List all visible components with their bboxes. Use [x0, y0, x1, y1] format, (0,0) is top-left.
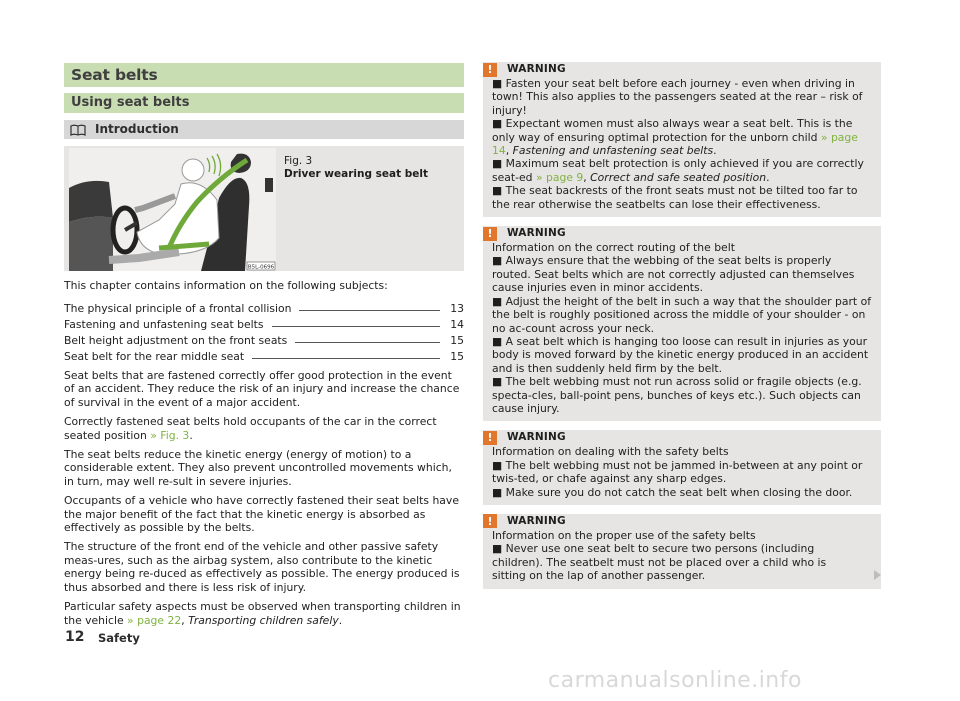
figure-code: B5L-0696 [247, 264, 275, 271]
toc-item-page: 13 [450, 302, 464, 315]
figure-caption [284, 155, 428, 181]
paragraph-text: . [338, 613, 343, 627]
warning-box [483, 514, 881, 589]
warning-label: WARNING [507, 431, 566, 444]
warning-header [483, 430, 872, 445]
toc-leader [252, 357, 440, 359]
warning-item: ■ Adjust the height of the belt in such a way that the shoulder part of the belt is roughly positioned across the middle of your shoulder - on no ac-count across your neck. [492, 294, 872, 335]
body-paragraph [64, 600, 464, 627]
cross-reference-title: Fastening and unfastening seat belts [512, 144, 714, 158]
warning-box [483, 62, 881, 217]
subsection-heading-text: Introduction [95, 122, 179, 136]
toc-item[interactable] [64, 299, 464, 315]
warning-body [492, 445, 872, 499]
warning-header [483, 514, 859, 529]
warning-text: , [505, 144, 513, 158]
warning-intro: Information on the proper use of the safety belts [492, 528, 756, 542]
warning-icon: ! [483, 431, 497, 445]
warning-intro: Information on dealing with the safety belts [492, 445, 729, 459]
warning-item: ■ Fasten your seat belt before each journey - even when driving in town! This also applies to the passengers seated at the rear – risk of injury! [492, 77, 863, 117]
toc-item[interactable] [64, 347, 464, 363]
warning-item [492, 117, 872, 157]
right-column [483, 62, 881, 598]
subsection-heading [64, 120, 464, 139]
body-paragraph: The structure of the front end of the vehicle and other passive safety meas-ures, such as the airbag system, also contribute to the kinetic energy being re-duced as effectively as possible. The energy produced is thus absorbed and there is less risk of injury. [64, 540, 460, 594]
toc-item-title: Fastening and unfastening seat belts [64, 318, 264, 331]
warning-header [483, 226, 872, 241]
figure-number: Fig. 3 [284, 155, 313, 167]
body-paragraph: The seat belts reduce the kinetic energy (energy of motion) to a considerable extent. They also prevent uncontrolled movements which, in turn, may well re-sult in severe injuries. [64, 448, 452, 488]
warning-body [492, 529, 859, 583]
paragraph-text: . [189, 428, 193, 442]
toc-item-title: The physical principle of a frontal collision [64, 302, 292, 315]
toc-item-page: 15 [450, 334, 464, 347]
footer-section: Safety [98, 631, 140, 645]
warning-body [492, 77, 872, 211]
warning-text: ■ Expectant women must also always wear a seat belt. This is the only way of ensuring optimal protection for the unborn child [492, 117, 853, 144]
book-icon [70, 124, 86, 136]
paragraph-text: Particular safety aspects must be observed when transporting children in the vehicle [64, 600, 461, 627]
warning-label: WARNING [507, 226, 566, 239]
figure-title: Driver wearing seat belt [284, 168, 429, 180]
warning-icon: ! [483, 227, 497, 241]
cross-reference-title: Correct and safe seated position [590, 170, 767, 184]
cross-reference-title: Transporting children safely [188, 613, 339, 627]
page-link[interactable]: » page 9 [535, 170, 584, 184]
warning-box [483, 430, 881, 505]
intro-text: This chapter contains information on the following subjects: [64, 279, 388, 292]
watermark: carmanualsonline.info [548, 668, 802, 693]
body-paragraph: Seat belts that are fastened correctly offer good protection in the event of an accident. They reduce the risk of an injury and increase the chance of survival in the event of a major accident. [64, 369, 460, 409]
paragraph-text: Correctly fastened seat belts hold occupants of the car in the correct seated position [64, 415, 437, 442]
section-heading: Using seat belts [64, 93, 464, 113]
warning-item: ■ The belt webbing must not be jammed in-between at any point or twis-ted, or chafe against any sharp edges. [492, 458, 863, 486]
warning-text: , [583, 170, 591, 184]
body-paragraph [64, 415, 464, 442]
paragraph-text: , [181, 613, 189, 627]
left-column [64, 63, 464, 627]
toc-item-title: Belt height adjustment on the front seats [64, 334, 288, 347]
warning-item: ■ Never use one seat belt to secure two persons (including children). The seatbelt must not be placed over a child who is sitting on the lap of another passenger. [492, 542, 827, 583]
warning-icon: ! [483, 514, 497, 528]
warning-text: ■ Maximum seat belt protection is only achieved if you are correctly seat-ed [492, 157, 864, 184]
warning-item [492, 157, 872, 184]
warning-intro: Information on the correct routing of the belt [492, 241, 735, 255]
warning-item: ■ Make sure you do not catch the seat belt when closing the door. [492, 485, 853, 499]
toc-list [64, 299, 464, 363]
warning-item: ■ The belt webbing must not run across solid or fragile objects (e.g. specta-cles, ball-point pens, bunches of keys etc.). Such objects can cause injury. [492, 375, 862, 415]
body-paragraph: Occupants of a vehicle who have correctly fastened their seat belts have the major benefit of the fact that the kinetic energy is absorbed as effectively as possible by the belts. [64, 494, 459, 535]
toc-item[interactable] [64, 331, 464, 347]
toc-leader [299, 309, 440, 311]
toc-item-page: 14 [450, 318, 464, 331]
warning-header [483, 62, 872, 77]
warning-label: WARNING [507, 514, 566, 527]
figure-box [64, 146, 464, 271]
warning-text: . [713, 144, 717, 158]
warning-body [492, 241, 872, 415]
toc-item-page: 15 [450, 350, 464, 363]
warning-label: WARNING [507, 62, 566, 75]
toc-leader [272, 325, 440, 327]
page-link[interactable]: » page 14 [492, 130, 858, 158]
warning-box [483, 226, 881, 421]
continue-arrow-icon [874, 570, 881, 580]
toc-item-title: Seat belt for the rear middle seat [64, 350, 245, 363]
toc-leader [295, 341, 440, 343]
driver-seatbelt-illustration [69, 148, 276, 271]
chapter-heading: Seat belts [64, 63, 464, 87]
warning-item: ■ A seat belt which is hanging too loose can result in injuries as your body is moved forward by the kinetic energy produced in an accident and is then suddenly held firm by the belt. [492, 334, 869, 375]
warning-icon: ! [483, 63, 497, 77]
warning-item: ■ Always ensure that the webbing of the seat belts is properly routed. Seat belts which are not correctly adjusted can themselves cause injuries even in minor accidents. [492, 254, 855, 295]
page-link[interactable]: » page 22 [127, 613, 182, 627]
warning-text: . [766, 170, 770, 184]
toc-item[interactable] [64, 315, 464, 331]
page-number: 12 [65, 629, 85, 645]
warning-item: ■ The seat backrests of the front seats must not be tilted too far to the rear otherwise the seatbelts can lose their effectiveness. [492, 184, 858, 211]
figure-link[interactable]: » Fig. 3 [150, 428, 190, 442]
